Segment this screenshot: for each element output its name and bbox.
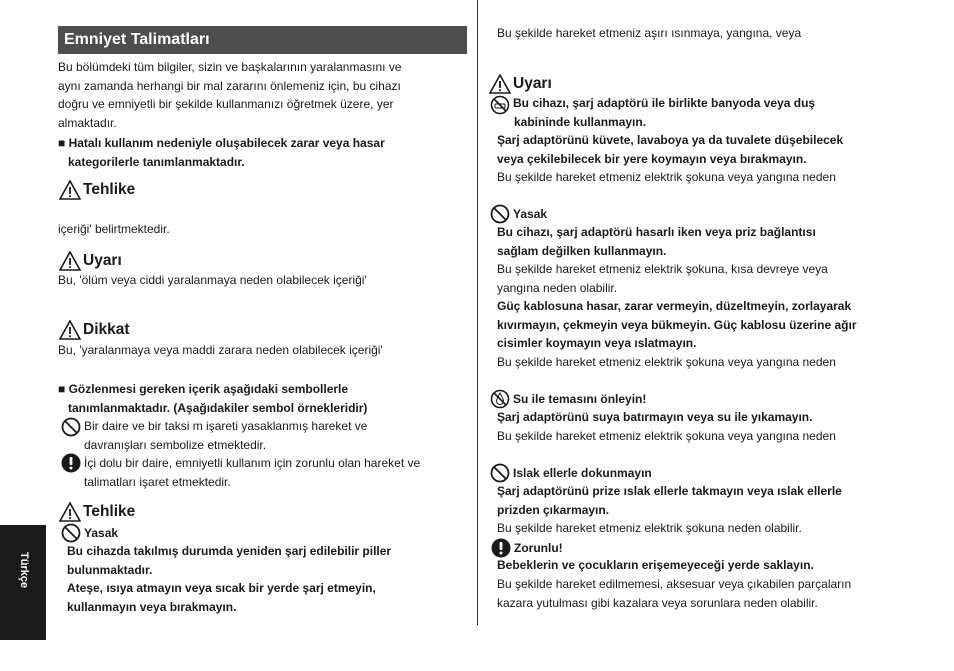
bullet-text: Gözlenmesi gereken içerik aşağıdaki sembollerle (68, 382, 349, 396)
prohibited-icon (61, 417, 81, 437)
battery-line: Bu cihazda takılmış durumda yeniden şarj edilebilir piller (67, 544, 392, 558)
warning-triangle-icon (59, 502, 81, 522)
zorunlu-text: Zorunlu! (514, 541, 563, 555)
consequence-line: kazara yutulması gibi kazalara veya sorunlara neden olabilir. (497, 595, 818, 610)
yasak-text: Yasak (84, 526, 119, 540)
intro-line: Bu bölümdeki tüm bilgiler, sizin ve başkalarının yaralanmasını ve (58, 60, 402, 74)
intro-line: aynı zamanda herhangi bir mal zararını önlemeniz için, bu cihazı (58, 78, 401, 93)
prohibited-icon (490, 463, 510, 483)
symbol-mandatory-desc (84, 454, 420, 491)
children-consequence (497, 575, 851, 612)
bullet-damage-categories (58, 134, 385, 171)
dikkat-heading (59, 320, 130, 340)
children-warning: Bebeklerin ve çocukların erişemeyeceği yerde saklayın. (497, 558, 814, 572)
water-label-text: Su ile temasını önleyin! (513, 392, 647, 406)
uyari-title: Uyarı (513, 75, 552, 92)
intro-line: doğru ve emniyetli bir şekilde kullanmanızı öğretmek üzere, yer (58, 97, 394, 111)
symbol-prohibited-desc (84, 417, 367, 454)
yasak-text: Yasak (513, 207, 548, 221)
tehlike-text: içeriği' belirtmektedir. (58, 222, 170, 236)
warning-line: Bu cihazı, şarj adaptörü hasarlı iken veya priz bağlantısı (497, 225, 816, 239)
battery-line: kullanmayın veya bırakmayın. (67, 599, 237, 614)
bullet-text: Hatalı kullanım nedeniyle oluşabilecek zarar veya hasar (68, 136, 385, 150)
desc-line: Bir daire ve bir taksi m işareti yasaklanmış hareket ve (84, 419, 368, 433)
consequence-line: Bu şekilde hareket edilmemesi, aksesuar veya çıkabilen parçaların (497, 577, 852, 591)
uyari-heading (59, 251, 122, 271)
wet-hands-consequence: Bu şekilde hareket etmeniz elektrik şokuna neden olabilir. (497, 521, 802, 535)
intro-paragraph (58, 58, 402, 132)
warning-triangle-icon (59, 180, 81, 200)
desc-line: davranışları sembolize etmektedir. (84, 437, 267, 452)
water-warning: Şarj adaptörünü suya batırmayın veya su ile yıkamayın. (497, 410, 813, 424)
water-consequence: Bu şekilde hareket etmeniz elektrik şokuna veya yangına neden (497, 429, 836, 443)
adapter-placement-warning (497, 131, 843, 168)
section-header: Emniyet Talimatları (58, 26, 467, 54)
bullet-square-icon: ■ (58, 136, 69, 150)
warning-line: veya çekilebilecek bir yere koymayın veya bırakmayın. (497, 151, 807, 166)
water-label (490, 389, 646, 409)
warning-line: Şarj adaptörünü küvete, lavaboya ya da tuvalete düşebilecek (497, 133, 844, 147)
wet-hands-warning (497, 482, 842, 519)
continued-line: Bu şekilde hareket etmeniz aşırı ısınmaya, yangına, veya (497, 26, 802, 40)
desc-line: İçi dolu bir daire, emniyetli kullanım için zorunlu olan hareket ve (84, 456, 421, 470)
bath-consequence: Bu şekilde hareket etmeniz elektrik şokuna veya yangına neden (497, 170, 836, 184)
power-cord-warning (497, 297, 857, 353)
warning-triangle-icon (59, 320, 81, 340)
uyari-heading-right (489, 74, 552, 94)
damaged-adapter-warning (497, 223, 816, 260)
no-bathroom-icon (490, 95, 510, 115)
wet-hands-text: Islak ellerle dokunmayın (513, 466, 652, 480)
warning-line: Güç kablosuna hasar, zarar vermeyin, düzeltmeyin, zorlayarak (497, 299, 852, 313)
battery-warning (67, 542, 391, 616)
battery-line: bulunmaktadır. (67, 562, 153, 577)
prohibited-icon (490, 204, 510, 224)
desc-line: talimatları işaret etmektedir. (84, 474, 231, 489)
warning-line: kabininde kullanmayın. (514, 114, 647, 129)
bullet-text: kategorilerle tanımlanmaktadır. (68, 154, 245, 169)
bathroom-warning (513, 94, 815, 131)
bullet-square-icon: ■ (58, 382, 69, 396)
mandatory-icon (491, 538, 511, 558)
dikkat-title: Dikkat (83, 321, 130, 338)
warning-line: kıvırmayın, çekmeyin veya bükmeyin. Güç kablosu üzerine ağır (497, 317, 857, 332)
dikkat-text: Bu, 'yaralanmaya veya maddi zarara neden olabilecek içeriği' (58, 343, 383, 357)
warning-line: Bu cihazı, şarj adaptörü ile birlikte banyoda veya duş (513, 96, 816, 110)
no-water-icon (490, 389, 510, 409)
bullet-symbols (58, 380, 367, 417)
warning-line: prizden çıkarmayın. (497, 502, 610, 517)
tehlike-heading (59, 180, 135, 200)
intro-line: almaktadır. (58, 115, 117, 130)
language-tab-label: Türkçe (18, 552, 30, 589)
bullet-text: tanımlanmaktadır. (Aşağıdakiler sembol örnekleridir) (68, 400, 368, 415)
power-cord-consequence: Bu şekilde hareket etmeniz elektrik şokuna veya yangına neden (497, 355, 836, 369)
warning-line: cisimler koymayın veya ıslatmayın. (497, 336, 697, 350)
uyari-text: Bu, 'ölüm veya ciddi yaralanmaya neden olabilecek içeriği' (58, 273, 367, 287)
column-divider (477, 0, 478, 625)
warning-line: Şarj adaptörünü prize ıslak ellerle takmayın veya ıslak ellerle (497, 484, 842, 498)
warning-triangle-icon (59, 251, 81, 271)
warning-line: sağlam değilken kullanmayın. (497, 243, 667, 258)
tehlike-title: Tehlike (83, 503, 136, 520)
prohibited-icon (61, 523, 81, 543)
warning-triangle-icon (489, 74, 511, 94)
battery-line: Ateşe, ısıya atmayın veya sıcak bir yerde şarj etmeyin, (67, 581, 376, 595)
wet-hands-label (490, 463, 652, 483)
tehlike-heading-2 (59, 502, 135, 522)
yasak-label (61, 523, 118, 543)
uyari-title: Uyarı (83, 252, 122, 269)
mandatory-icon (61, 453, 81, 473)
tehlike-title: Tehlike (83, 181, 136, 198)
consequence-line: yangına neden olabilir. (497, 280, 618, 295)
zorunlu-label (491, 538, 563, 558)
yasak-label-right (490, 204, 547, 224)
consequence-line: Bu şekilde hareket etmeniz elektrik şokuna, kısa devreye veya (497, 262, 828, 276)
damaged-adapter-consequence (497, 260, 828, 297)
